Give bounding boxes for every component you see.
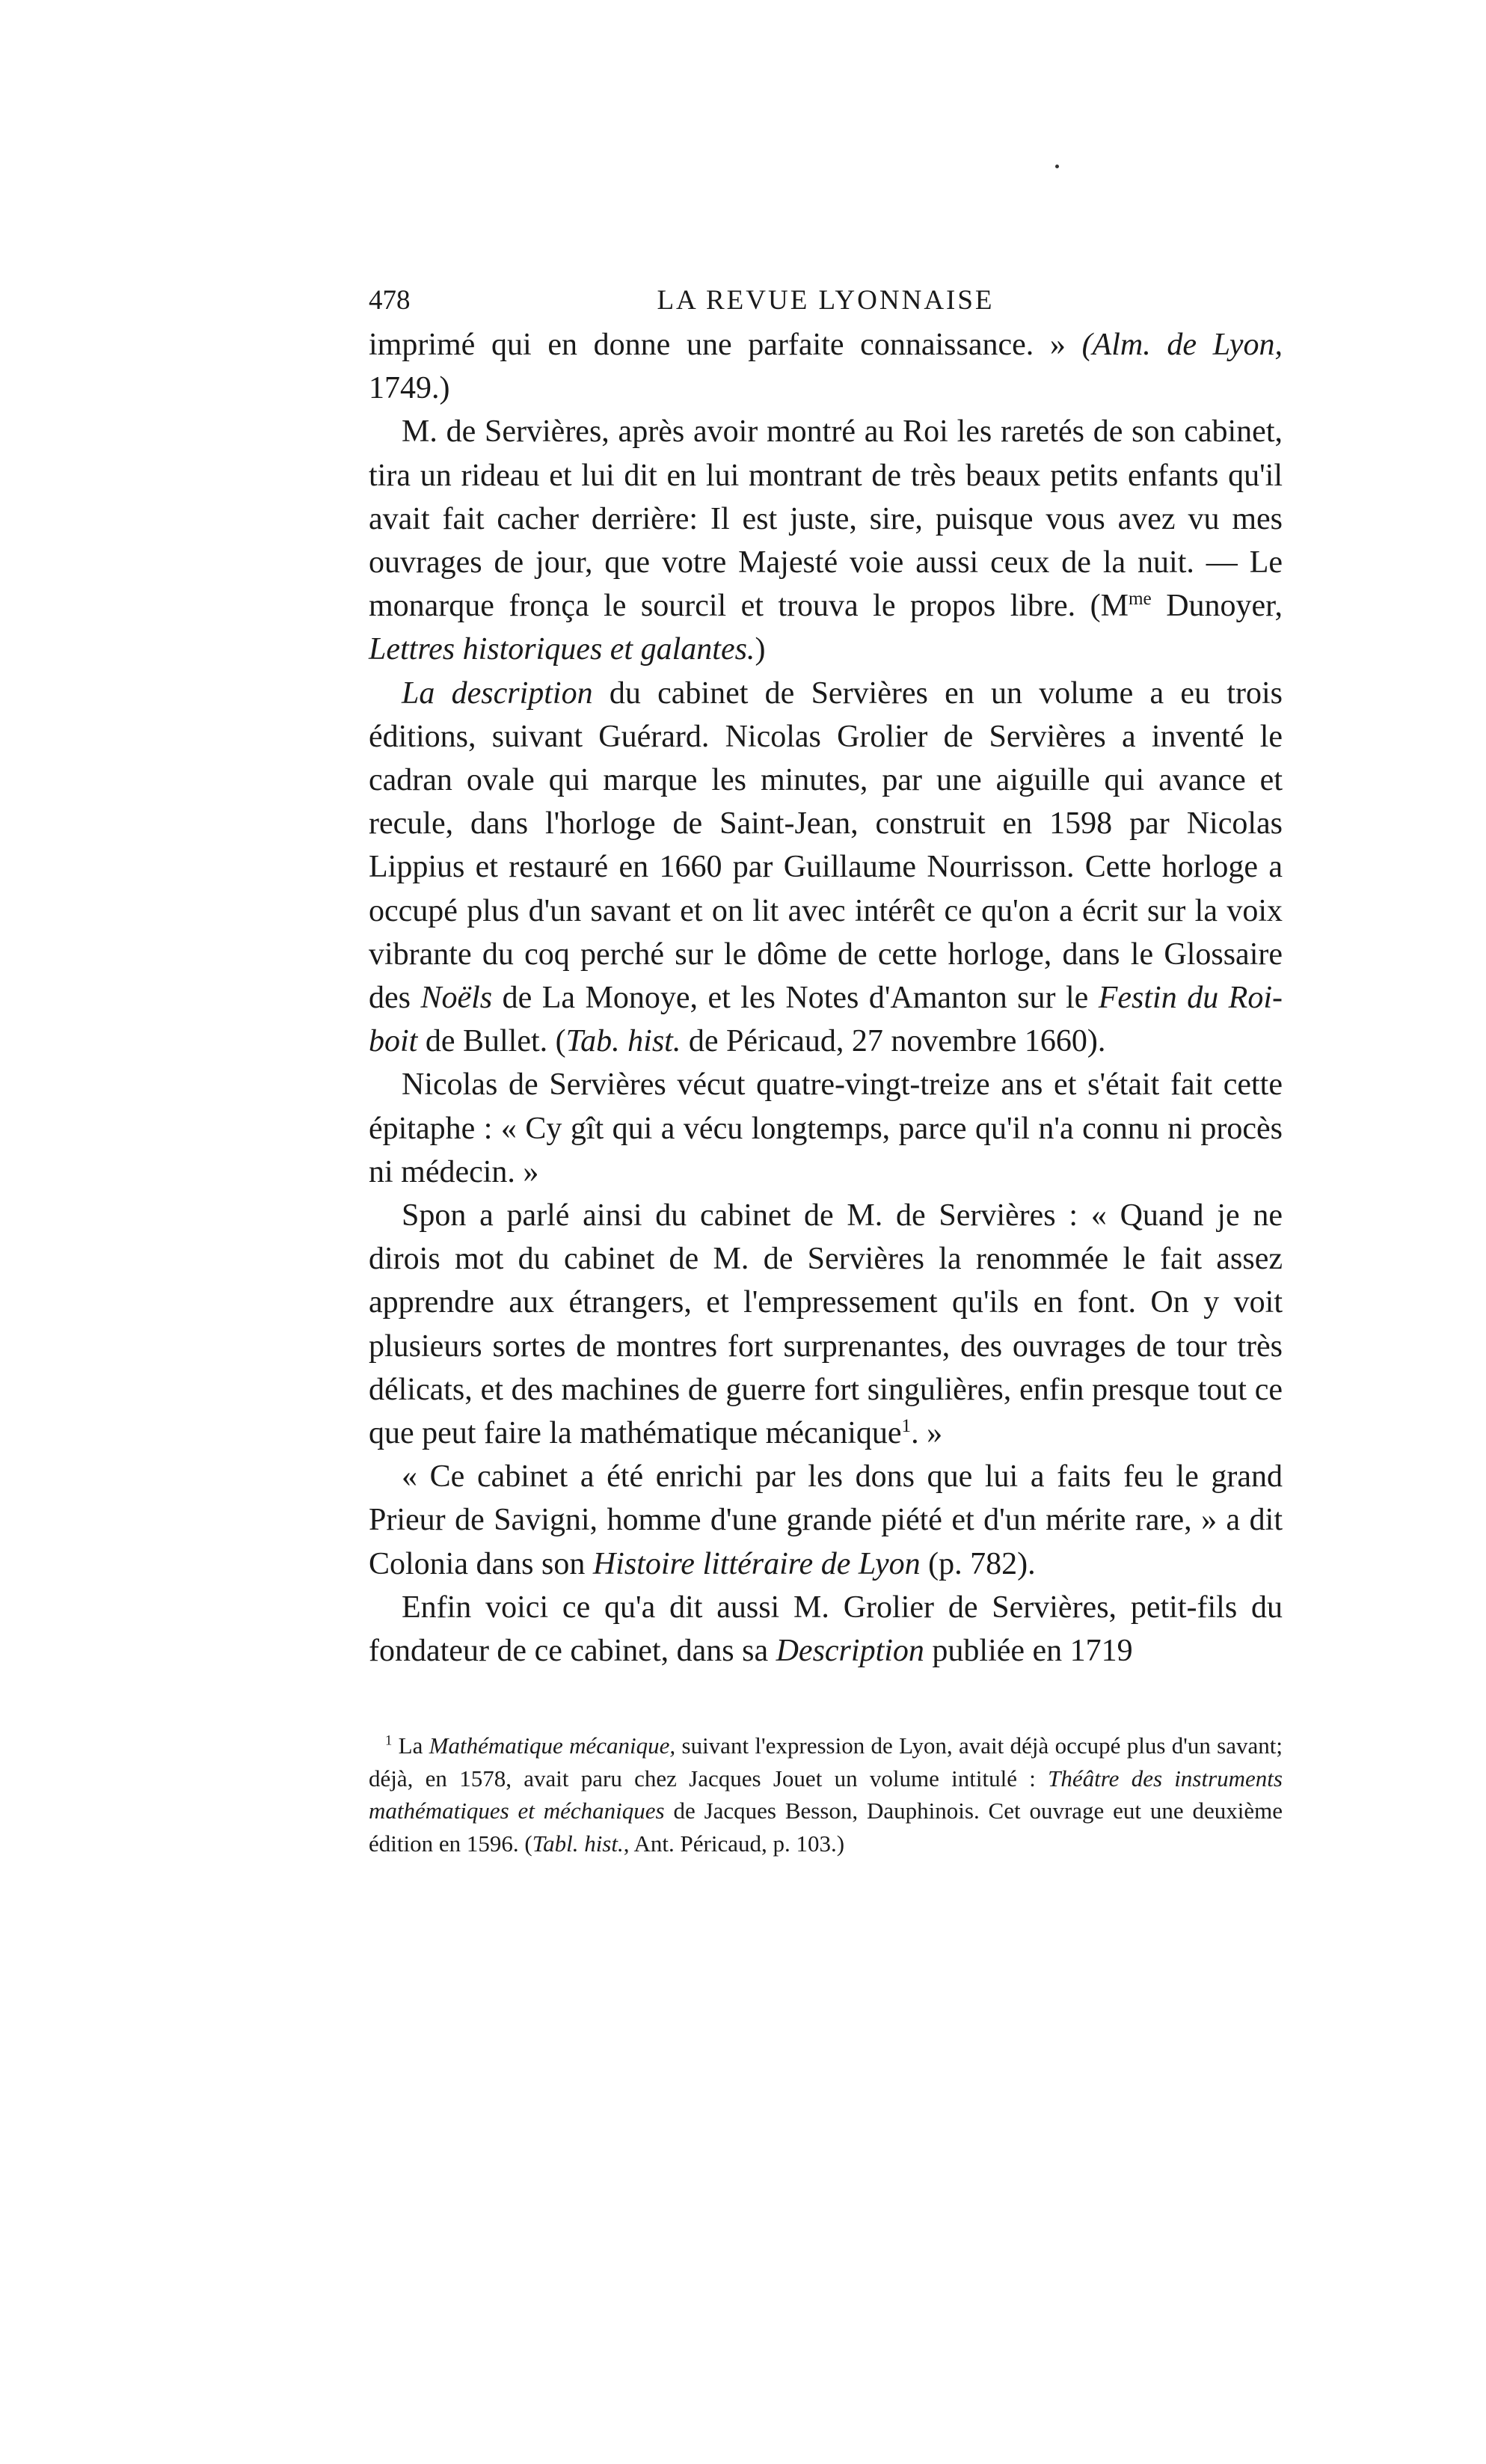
citation-almanac: (Alm. de Lyon, — [1081, 328, 1283, 362]
book-title: Histoire littéraire de Lyon — [592, 1546, 921, 1581]
page — [369, 278, 1283, 1860]
text-run: (p. 782). — [920, 1546, 1036, 1581]
text-run: Enfin voici ce qu'a dit aussi M. Grolier de Servières, petit-fils du fondateur de ce cabinet, dans sa — [369, 1590, 1283, 1669]
book-title: Lettres historiques et galantes. — [369, 632, 755, 667]
book-title: Tabl. hist. — [532, 1830, 624, 1857]
text-run: ) — [755, 632, 766, 667]
text-run: publiée en 1719 — [924, 1634, 1133, 1669]
text-run: de Péricaud, 27 novembre 1660). — [681, 1024, 1106, 1059]
text-run: « Ce cabinet a été enrichi par les dons que lui a faits feu le grand Prieur de Savigni, homme d'une grande piété et d'un mérite rare, » a dit Colonia dans son — [369, 1459, 1283, 1581]
text-run: imprimé qui en donne une parfaite connaissance. » — [369, 328, 1082, 362]
paragraph-4: Nicolas de Servières vécut quatre-vingt-treize ans et s'était fait cette épitaphe : « Cy gît qui a vécu longtemps, parce qu'il n'a connu ni procès ni médecin. » — [369, 1067, 1283, 1189]
book-title: Théâtre des instruments mathématiques et méchaniques — [369, 1765, 1283, 1824]
page-number: 478 — [369, 285, 411, 316]
paragraph-7 — [369, 1586, 1283, 1673]
text-run: suivant l'expression de Lyon, avait déjà occupé plus d'un savant; déjà, en 1578, avait paru chez Jacques Jouet un volume intitulé : — [369, 1732, 1283, 1792]
paragraph-2 — [369, 410, 1283, 671]
paragraph-1 — [369, 323, 1283, 410]
body-text — [369, 323, 1283, 1673]
footnotes — [369, 1729, 1283, 1860]
text-run: M. de Servières, après avoir montré au Roi les raretés de son cabinet, tira un rideau et lui dit en lui montrant de très beaux petits enfants qu'il avait fait cacher derrière: Il est juste, sire, puisque vous avez vu mes ouvrages de jour, que votre Majesté voie aussi ceux de la nuit. — Le monarque fronça le sourcil et trouva le propos libre. (M — [369, 414, 1283, 624]
paragraph-6 — [369, 1455, 1283, 1586]
text-run: Dunoyer, — [1151, 589, 1283, 624]
text-run: La — [392, 1732, 429, 1759]
text-run: de Jacques Besson, Dauphinois. Cet ouvrage eut une deuxième édition en 1596. ( — [369, 1798, 1283, 1857]
paragraph-3 — [369, 672, 1283, 1064]
book-title: Noëls — [420, 981, 493, 1016]
paragraph-5 — [369, 1194, 1283, 1455]
text-run: . » — [911, 1416, 943, 1451]
footnote-marker: 1 — [385, 1732, 393, 1749]
running-head — [369, 278, 1283, 323]
text-run: du cabinet de Servières en un volume a eu trois éditions, suivant Guérard. Nicolas Grolier de Servières a inventé le cadran ovale qui marque les minutes, par une aiguille qui avance et recule, dans l'horloge de Saint-Jean, construit en 1598 par Nicolas Lippius et restauré en 1660 par Guillaume Nourrisson. Cette horloge a occupé plus d'un savant et on lit avec intérêt ce qu'on a écrit sur la voix vibrante du coq perché sur le dôme de cette horloge, dans le Glossaire des — [369, 675, 1283, 1016]
text-run: de La Monoye, et les Notes d'Amanton sur le — [492, 981, 1099, 1016]
text-run: Spon a parlé ainsi du cabinet de M. de Servières : « Quand je ne dirois mot du cabinet de M. de Servières la renommée le fait assez apprendre aux étrangers, et l'empressement qu'ils en font. On y voit plusieurs sortes de montres fort surprenantes, des ouvrages de tour très délicats, et des machines de guerre fort singulières, enfin presque tout ce que peut faire la mathématique mécanique — [369, 1198, 1283, 1451]
text-run: , Ant. Péricaud, p. 103.) — [623, 1830, 845, 1857]
footnote-ref: 1 — [901, 1416, 912, 1437]
running-title: LA REVUE LYONNAISE — [657, 285, 995, 316]
book-title: Tab. hist. — [565, 1024, 681, 1059]
book-title: Mathématique mécanique, — [429, 1732, 676, 1759]
superscript-abbrev: me — [1128, 589, 1152, 610]
footnote-1 — [369, 1729, 1283, 1860]
text-run: 1749.) — [369, 371, 450, 406]
text-run: de Bullet. ( — [417, 1024, 566, 1059]
book-title: Description — [776, 1634, 924, 1669]
book-title: La description — [402, 675, 593, 711]
book-title: Festin du Roi-boit — [369, 981, 1283, 1059]
ink-speck — [1055, 165, 1059, 168]
